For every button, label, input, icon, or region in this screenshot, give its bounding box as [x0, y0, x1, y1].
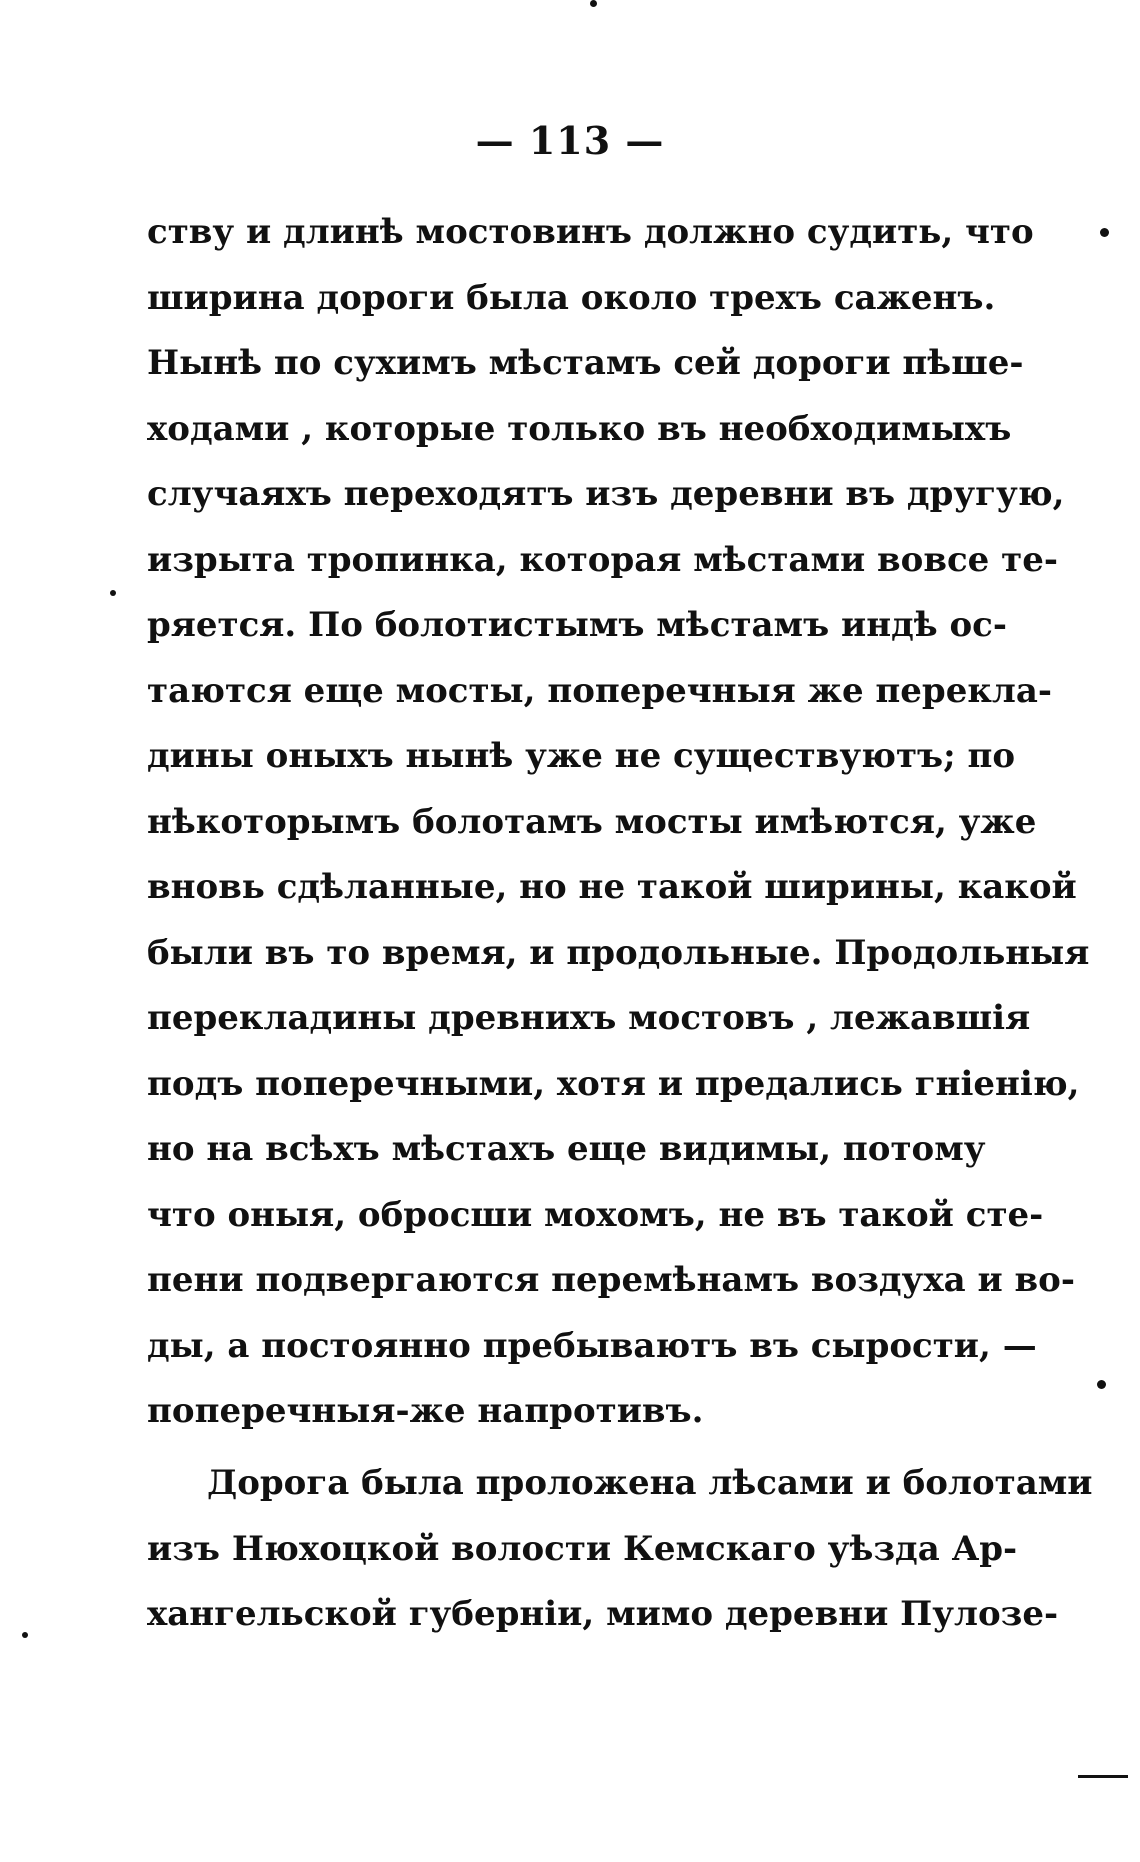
- scan-speck: [1097, 1380, 1106, 1389]
- text-line: случаяхъ переходятъ изъ деревни въ другую,: [147, 474, 1065, 514]
- text-line: изрыта тропинка, которая мѣстами вовсе те-: [147, 539, 1058, 580]
- scan-speck: [22, 1632, 28, 1638]
- text-line: нѣкоторымъ болотамъ мосты имѣются, уже: [147, 801, 1037, 842]
- scan-speck: [110, 590, 116, 596]
- text-line: таются еще мосты, поперечныя же перекла-: [147, 670, 1053, 711]
- text-line: хангельской губерніи, мимо деревни Пулозе-: [147, 1594, 1059, 1634]
- page-number: — 113 —: [475, 118, 665, 163]
- scan-speck: [1100, 228, 1109, 237]
- text-line: подъ поперечными, хотя и предались гніенію,: [147, 1063, 1080, 1104]
- text-line: ряется. По болотистымъ мѣстамъ индѣ ос-: [147, 605, 1007, 645]
- text-line: вновь сдѣланные, но не такой ширины, какой: [147, 867, 1077, 907]
- text-line: перекладины древнихъ мостовъ , лежавшія: [147, 998, 1031, 1038]
- text-line: пени подвергаются перемѣнамъ воздуха и во-: [147, 1260, 1075, 1300]
- text-line: дины оныхъ нынѣ уже не существуютъ; по: [147, 736, 1016, 776]
- text-line: Дорога была проложена лѣсами и болотами: [207, 1463, 1093, 1503]
- paragraph-2: [147, 1451, 1093, 1648]
- paragraph-1: [147, 200, 1090, 1445]
- text-line: ходами , которые только въ необходимыхъ: [147, 408, 1012, 449]
- text-line: Нынѣ по сухимъ мѣстамъ сей дороги пѣше-: [147, 343, 1024, 383]
- text-line: но на всѣхъ мѣстахъ еще видимы, потому: [147, 1129, 986, 1169]
- scan-speck: [590, 0, 597, 7]
- text-line: изъ Нюхоцкой волости Кемскаго уѣзда Ар-: [147, 1528, 1018, 1569]
- text-line: были въ то время, и продольные. Продольныя: [147, 932, 1090, 973]
- text-line: ству и длинѣ мостовинъ должно судить, что: [147, 212, 1034, 252]
- text-line: что оныя, обросши мохомъ, не въ такой сте-: [147, 1194, 1044, 1235]
- text-line: ширина дороги была около трехъ саженъ.: [147, 277, 996, 318]
- printer-rule: [1078, 1775, 1128, 1778]
- text-line: ды, а постоянно пребываютъ въ сырости, —: [147, 1325, 1037, 1366]
- text-line: поперечныя-же напротивъ.: [147, 1391, 704, 1431]
